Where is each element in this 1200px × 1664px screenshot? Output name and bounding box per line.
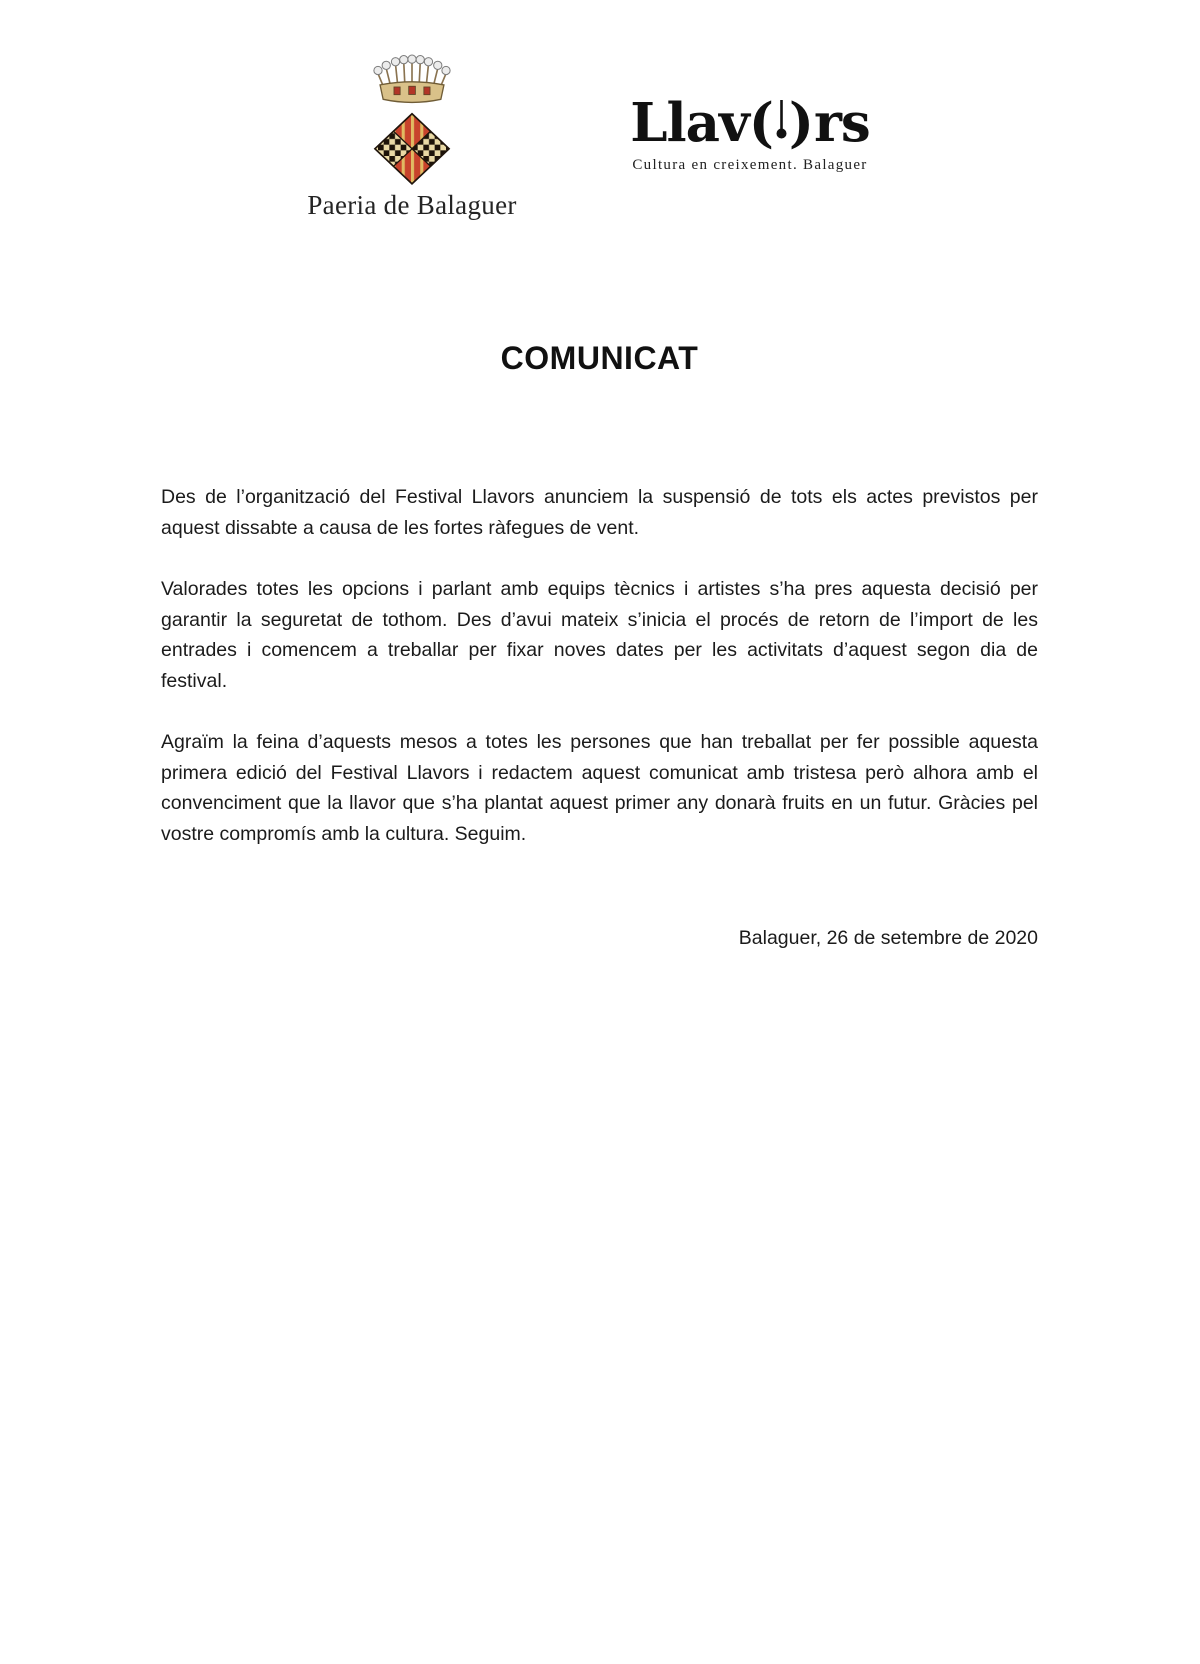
paeria-logo-label: Paeria de Balaguer [307,190,517,220]
llavors-logo [598,92,902,174]
lozenge-shield-icon [375,114,449,184]
dateline: Balaguer, 26 de setembre de 2020 [738,927,1038,949]
paeria-logo [287,54,537,221]
paragraph-3: Agraïm la feina d’aquests mesos a totes les persones que han treballat per fer possible aquesta primera edició del Festival Llavors i redactem aquest comunicat amb tristesa però alhora amb el convenciment que la llavor que s’ha plantat aquest primer any donarà fruits en un futur. Gràcies pel vostre compromís amb la cultura. Seguim. [161,731,1038,845]
llavors-tagline: Cultura en creixement. Balaguer [632,156,868,173]
llavors-wordmark [598,92,902,155]
page-title: COMUNICAT [500,340,699,376]
document-content [161,338,1038,950]
llavors-wordmark-end: rs [813,92,870,154]
paragraph-2: Valorades totes les opcions i parlant amb equips tècnics i artistes s’ha pres aquesta decisió per garantir la seguretat de tothom. Des d’avui mateix s’inicia el procés de retorn de l’import de les entrades i comencem a treballar per fixar noves dates per les activitats d’aquest segon dia de festival. [161,578,1038,692]
coat-of-arms-icon [355,54,469,190]
llavors-wordmark-start: Llav [630,92,749,154]
crown-icon [374,55,450,102]
llavors-paren-close: ) [788,92,814,154]
seed-icon [774,99,789,145]
paragraph-1: Des de l’organització del Festival Llavors anunciem la suspensió de tots els actes previstos per aquest dissabte a causa de les fortes ràfegues de vent. [161,486,1038,539]
llavors-paren-open: ( [748,92,774,154]
document-body [161,482,1038,950]
